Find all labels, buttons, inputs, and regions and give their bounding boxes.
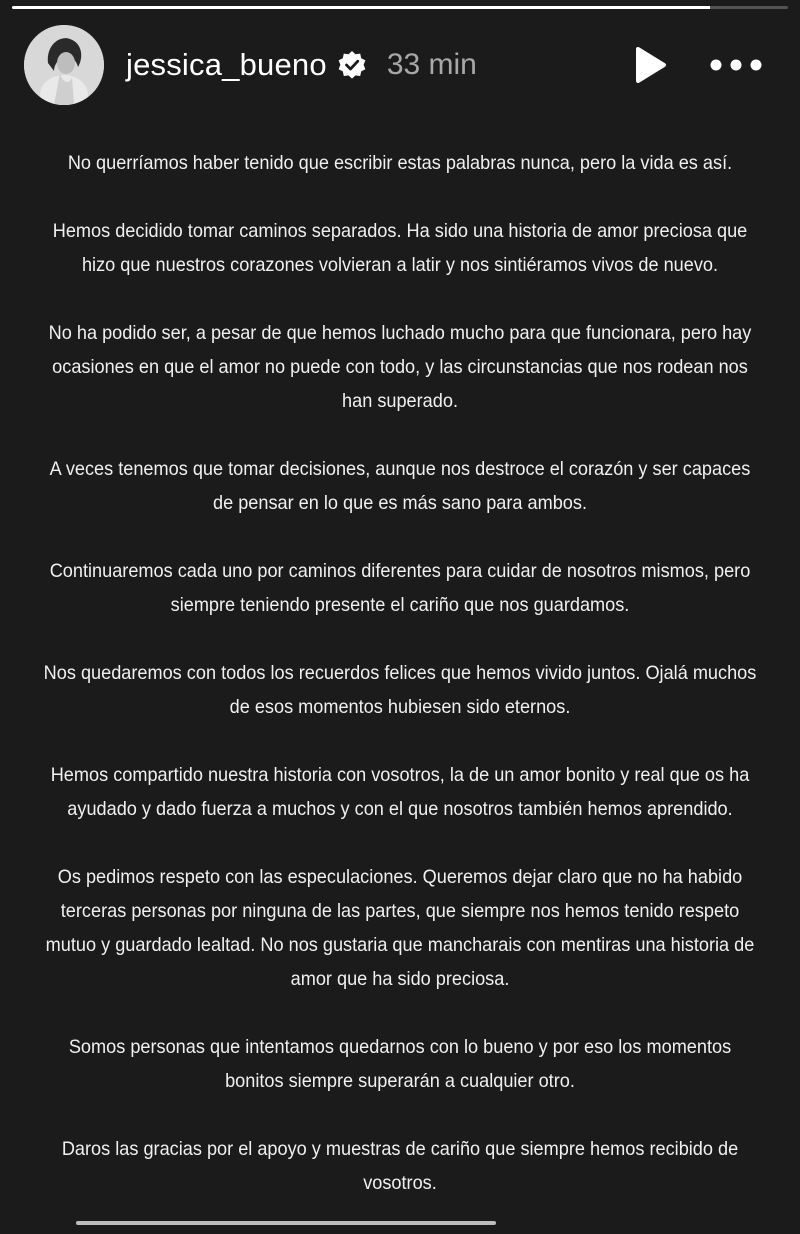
story-paragraph: Nos quedaremos con todos los recuerdos felices que hemos vivido juntos. Ojalá muchos de esos momentos hubiesen sido eternos. — [43, 662, 757, 718]
avatar[interactable] — [24, 25, 104, 105]
story-paragraph: Os pedimos respeto con las especulaciones. Queremos dejar claro que no ha habido terceras personas por ninguna de las partes, que siempre nos hemos tenido respeto mutuo y guardado lealtad. No nos gustaria que mancharais con mentiras una historia de amor que ha sido preciosa. — [45, 866, 755, 990]
story-progress-bar — [12, 6, 788, 9]
play-button[interactable] — [628, 43, 672, 87]
story-header — [24, 24, 776, 106]
story-paragraph: No ha podido ser, a pesar de que hemos luchado mucho para que funcionara, pero hay ocasiones en que el amor no puede con todo, y las circunstancias que nos rodean nos han superado. — [48, 322, 752, 412]
story-paragraph: Hemos decidido tomar caminos separados. Ha sido una historia de amor preciosa que hizo que nuestros corazones volvieran a latir y nos sintiéramos vivos de nuevo. — [52, 220, 748, 276]
story-text-content — [14, 146, 786, 1234]
more-options-button[interactable] — [706, 43, 766, 87]
story-paragraph: Somos personas que intentamos quedarnos con lo bueno y por eso los momentos bonitos siempre superarán a cualquier otro. — [68, 1036, 732, 1092]
home-indicator[interactable] — [76, 1221, 496, 1225]
username[interactable]: jessica_bueno — [126, 47, 327, 82]
story-progress-fill — [12, 6, 710, 9]
story-paragraph: Daros las gracias por el apoyo y muestras de cariño que siempre hemos recibido de vosotros. — [61, 1138, 739, 1194]
post-time: 33 min — [386, 48, 477, 81]
play-icon — [633, 46, 667, 84]
story-paragraph: Continuaremos cada uno por caminos diferentes para cuidar de nosotros mismos, pero siempre teniendo presente el cariño que nos guardamos. — [49, 560, 751, 616]
verified-badge-icon — [337, 50, 367, 80]
story-paragraph: A veces tenemos que tomar decisiones, aunque nos destroce el corazón y ser capaces de pensar en lo que es más sano para ambos. — [49, 458, 751, 514]
profile-avatar-icon — [24, 25, 104, 105]
story-paragraph: No querríamos haber tenido que escribir estas palabras nunca, pero la vida es así. — [67, 152, 733, 174]
more-options-icon — [710, 59, 762, 71]
story-paragraph: Hemos compartido nuestra historia con vosotros, la de un amor bonito y real que os ha ayudado y dado fuerza a muchos y con el que nosotros también hemos aprendido. — [50, 764, 750, 820]
